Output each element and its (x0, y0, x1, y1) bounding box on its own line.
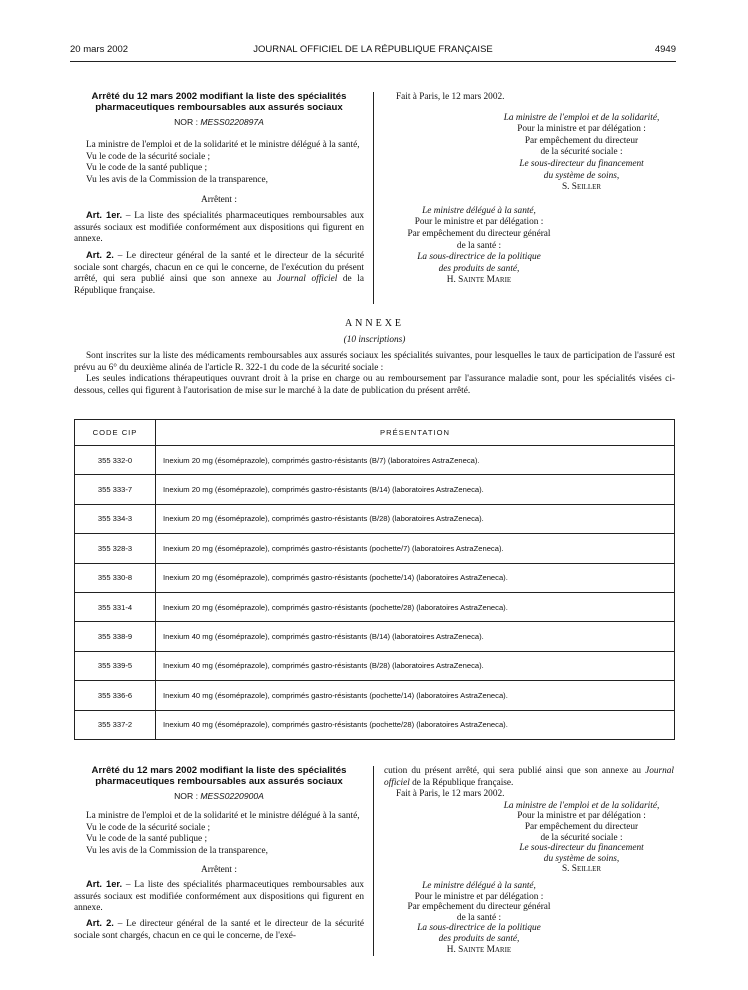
decree2-sig-min-sante: Le ministre délégué à la santé, (422, 880, 536, 891)
decree1-signature-block-1 (384, 113, 674, 194)
decree1-sig-name2: H. Sainte Marie (446, 275, 512, 286)
header-rule (70, 61, 676, 62)
decree1-art2-journal: Journal officiel (276, 274, 338, 285)
decree1-sig-sousdir2: du système de soins, (543, 170, 620, 181)
decree2-sig-sousdir1: Le sous-directeur du financement (519, 843, 644, 854)
cell-presentation: Inexium 40 mg (ésoméprazole), comprimés gastro-résistants (B/14) (laboratoires AstraZeneca). (156, 622, 675, 651)
decree2-left-column (74, 766, 364, 942)
decree1-title: Arrêté du 12 mars 2002 modifiant la liste des spécialités pharmaceutiques remboursables aux assurés sociaux (91, 91, 347, 113)
decree2-sig-ministre: La ministre de l'emploi et de la solidarité, (503, 800, 660, 811)
table-row (75, 534, 675, 563)
decree2-nor-code: MESS0220900A (200, 790, 264, 801)
decree2-signature-block-1 (384, 801, 674, 875)
decree1-sig-name: S. Seiller (561, 182, 602, 193)
cell-code-cip: 355 336-6 (75, 681, 156, 710)
decree2-cont-journal: Journal officiel (384, 766, 674, 788)
decree1-sig-pour2: Pour le ministre et par délégation : (414, 217, 544, 228)
decree2-vu-3: Vu les avis de la Commission de la transparence, (86, 845, 268, 856)
decree2-sig-empech1: Par empêchement du directeur (524, 821, 639, 832)
cell-presentation: Inexium 20 mg (ésoméprazole), comprimés gastro-résistants (pochette/14) (laboratoires AstraZeneca). (156, 563, 675, 592)
decree2-sig-name: S. Seiller (561, 864, 602, 875)
decree1-intro: La ministre de l'emploi et de la solidarité et le ministre délégué à la santé, (86, 140, 360, 151)
decree2-art1-label: Art. 1er. (86, 879, 123, 890)
decree2-column-divider (373, 766, 374, 956)
decree1-left-column (74, 92, 364, 297)
annex-paragraph-1: Sont inscrites sur la liste des médicaments remboursables aux assurés sociaux les spécialités suivantes, pour lesquelles le taux de participation de l'assuré est prévu au 6° du deuxième alinéa de l'article R. 322-1 du code de la sécurité sociale : (74, 351, 675, 373)
decree1-vu-2: Vu le code de la santé publique ; (86, 163, 208, 174)
cell-presentation: Inexium 40 mg (ésoméprazole), comprimés gastro-résistants (B/28) (laboratoires AstraZeneca). (156, 651, 675, 680)
annex-paragraph-2: Les seules indications thérapeutiques ouvrant droit à la prise en charge ou au remboursement par l'assurance maladie sont, pour les spécialités visées ci-dessous, celles qui figurent à l'autorisation de mise sur le marché à la date de publication du présent arrêté. (74, 374, 675, 396)
cell-presentation: Inexium 20 mg (ésoméprazole), comprimés gastro-résistants (B/28) (laboratoires AstraZeneca). (156, 504, 675, 533)
decree1-art2-text-b: de la République française. (74, 274, 364, 296)
decree2-sig-name2: H. Sainte Marie (446, 944, 512, 955)
decree1-signature-block-2 (384, 206, 574, 287)
decree1-sig-empech2: de la sécurité sociale : (540, 147, 623, 158)
decree1-fait: Fait à Paris, le 12 mars 2002. (396, 92, 505, 102)
col-header-presentation: PRÉSENTATION (156, 420, 675, 446)
decree1-nor-code: MESS0220897A (200, 116, 264, 127)
decree1-nor (74, 117, 364, 129)
cell-code-cip: 355 337-2 (75, 710, 156, 739)
cell-presentation: Inexium 40 mg (ésoméprazole), comprimés gastro-résistants (pochette/14) (laboratoires AstraZeneca). (156, 681, 675, 710)
table-row (75, 446, 675, 475)
decree2-intro: La ministre de l'emploi et de la solidarité et le ministre délégué à la santé, (86, 811, 360, 822)
decree1-right-column (384, 92, 674, 287)
cell-presentation: Inexium 20 mg (ésoméprazole), comprimés gastro-résistants (pochette/28) (laboratoires AstraZeneca). (156, 592, 675, 621)
decree1-art2-label: Art. 2. (86, 249, 114, 260)
decree1-art1-label: Art. 1er. (86, 210, 123, 221)
cell-code-cip: 355 332-0 (75, 446, 156, 475)
cell-code-cip: 355 339-5 (75, 651, 156, 680)
decree2-art2-continued (384, 766, 674, 789)
decree2-cont-a: cution du présent arrêté, qui sera publié ainsi que son annexe au (384, 766, 646, 776)
decree2-nor (74, 791, 364, 803)
decree2-article-1 (74, 879, 364, 915)
cell-presentation: Inexium 20 mg (ésoméprazole), comprimés gastro-résistants (B/7) (laboratoires AstraZeneca). (156, 446, 675, 475)
cell-code-cip: 355 334-3 (75, 504, 156, 533)
decree2-signature-block-2 (384, 881, 574, 955)
decree2-art2-text-a: – Le directeur général de la santé et le directeur de la sécurité sociale sont chargés, chacun en ce qui le concerne, de l'exé- (74, 918, 364, 941)
table-row (75, 710, 675, 739)
decree2-sig-empech4: de la santé : (456, 912, 502, 923)
cell-presentation: Inexium 40 mg (ésoméprazole), comprimés gastro-résistants (pochette/28) (laboratoires AstraZeneca). (156, 710, 675, 739)
table-header-row (75, 420, 675, 446)
annex-section (74, 318, 675, 398)
cell-code-cip: 355 328-3 (75, 534, 156, 563)
decree1-nor-label: NOR : (174, 116, 198, 127)
table-row (75, 592, 675, 621)
table-row (75, 651, 675, 680)
decree1-sig-sousdir4: des produits de santé, (438, 263, 520, 274)
decree2-title: Arrêté du 12 mars 2002 modifiant la liste des spécialités pharmaceutiques remboursables aux assurés sociaux (91, 765, 347, 787)
cell-code-cip: 355 338-9 (75, 622, 156, 651)
decree2-art1-text: – La liste des spécialités pharmaceutiques remboursables aux assurés sociaux est modifiée conformément aux dispositions qui figurent en annexe. (74, 880, 364, 914)
decree2-cont-b: de la République française. (409, 777, 514, 788)
annex-table (74, 419, 675, 740)
cell-presentation: Inexium 20 mg (ésoméprazole), comprimés gastro-résistants (B/14) (laboratoires AstraZeneca). (156, 475, 675, 504)
decree2-article-2 (74, 918, 364, 942)
cell-presentation: Inexium 20 mg (ésoméprazole), comprimés gastro-résistants (pochette/7) (laboratoires AstraZeneca). (156, 534, 675, 563)
decree2-vu-1: Vu le code de la sécurité sociale ; (86, 822, 211, 833)
decree2-nor-label: NOR : (174, 790, 198, 801)
decree1-art1-text: – La liste des spécialités pharmaceutiques remboursables aux assurés sociaux est modifiée conformément aux dispositions qui figurent en annexe. (74, 211, 364, 245)
header-page-number: 4949 (654, 44, 676, 55)
decree1-sig-empech3: Par empêchement du directeur général (407, 228, 551, 239)
cell-code-cip: 355 330-8 (75, 563, 156, 592)
decree1-article-2 (74, 250, 364, 297)
decree2-sig-pour: Pour la ministre et par délégation : (517, 811, 646, 822)
decree1-sig-empech1: Par empêchement du directeur (524, 135, 639, 146)
table-row (75, 475, 675, 504)
decree1-sig-ministre: La ministre de l'emploi et de la solidarité, (503, 112, 660, 123)
col-header-code-cip: CODE CIP (75, 420, 156, 446)
annex-title: ANNEXE (344, 318, 405, 329)
decree1-arretent: Arrêtent : (201, 194, 237, 205)
decree1-column-divider (373, 92, 374, 304)
decree2-sig-sousdir4: des produits de santé, (438, 933, 520, 944)
annex-subtitle: (10 inscriptions) (343, 334, 406, 345)
page-header (70, 44, 676, 58)
decree1-sig-pour: Pour la ministre et par délégation : (517, 124, 646, 135)
decree1-art2-text-a: – Le directeur général de la santé et le directeur de la sécurité sociale sont chargés, chacun en ce qui le concerne, de l'exécution du présent arrêté, qui sera publié ainsi que son annexe au (74, 250, 364, 285)
table-row (75, 563, 675, 592)
header-journal-title: JOURNAL OFFICIEL DE LA RÉPUBLIQUE FRANÇAISE (253, 44, 493, 55)
decree2-fait: Fait à Paris, le 12 mars 2002. (396, 789, 505, 800)
decree2-vu-2: Vu le code de la santé publique ; (86, 834, 208, 845)
decree2-sig-pour2: Pour le ministre et par délégation : (414, 891, 544, 902)
decree1-sig-min-sante: Le ministre délégué à la santé, (422, 205, 536, 216)
table-row (75, 681, 675, 710)
cell-code-cip: 355 333-7 (75, 475, 156, 504)
decree2-sig-empech3: Par empêchement du directeur général (407, 902, 551, 913)
decree2-sig-sousdir2: du système de soins, (543, 853, 620, 864)
cell-code-cip: 355 331-4 (75, 592, 156, 621)
decree2-sig-empech2: de la sécurité sociale : (540, 832, 623, 843)
decree2-art2-label: Art. 2. (86, 917, 114, 928)
table-row (75, 622, 675, 651)
decree2-arretent: Arrêtent : (201, 864, 237, 875)
decree2-sig-sousdir3: La sous-directrice de la politique (417, 923, 541, 934)
decree1-article-1 (74, 210, 364, 246)
header-date: 20 mars 2002 (70, 44, 129, 55)
table-row (75, 504, 675, 533)
decree1-vu-3: Vu les avis de la Commission de la transparence, (86, 174, 268, 185)
decree1-sig-sousdir1: Le sous-directeur du financement (519, 158, 644, 169)
decree1-sig-sousdir3: La sous-directrice de la politique (417, 252, 541, 263)
decree2-right-column (384, 766, 674, 955)
decree1-sig-empech4: de la santé : (456, 240, 502, 251)
decree1-vu-1: Vu le code de la sécurité sociale ; (86, 151, 211, 162)
